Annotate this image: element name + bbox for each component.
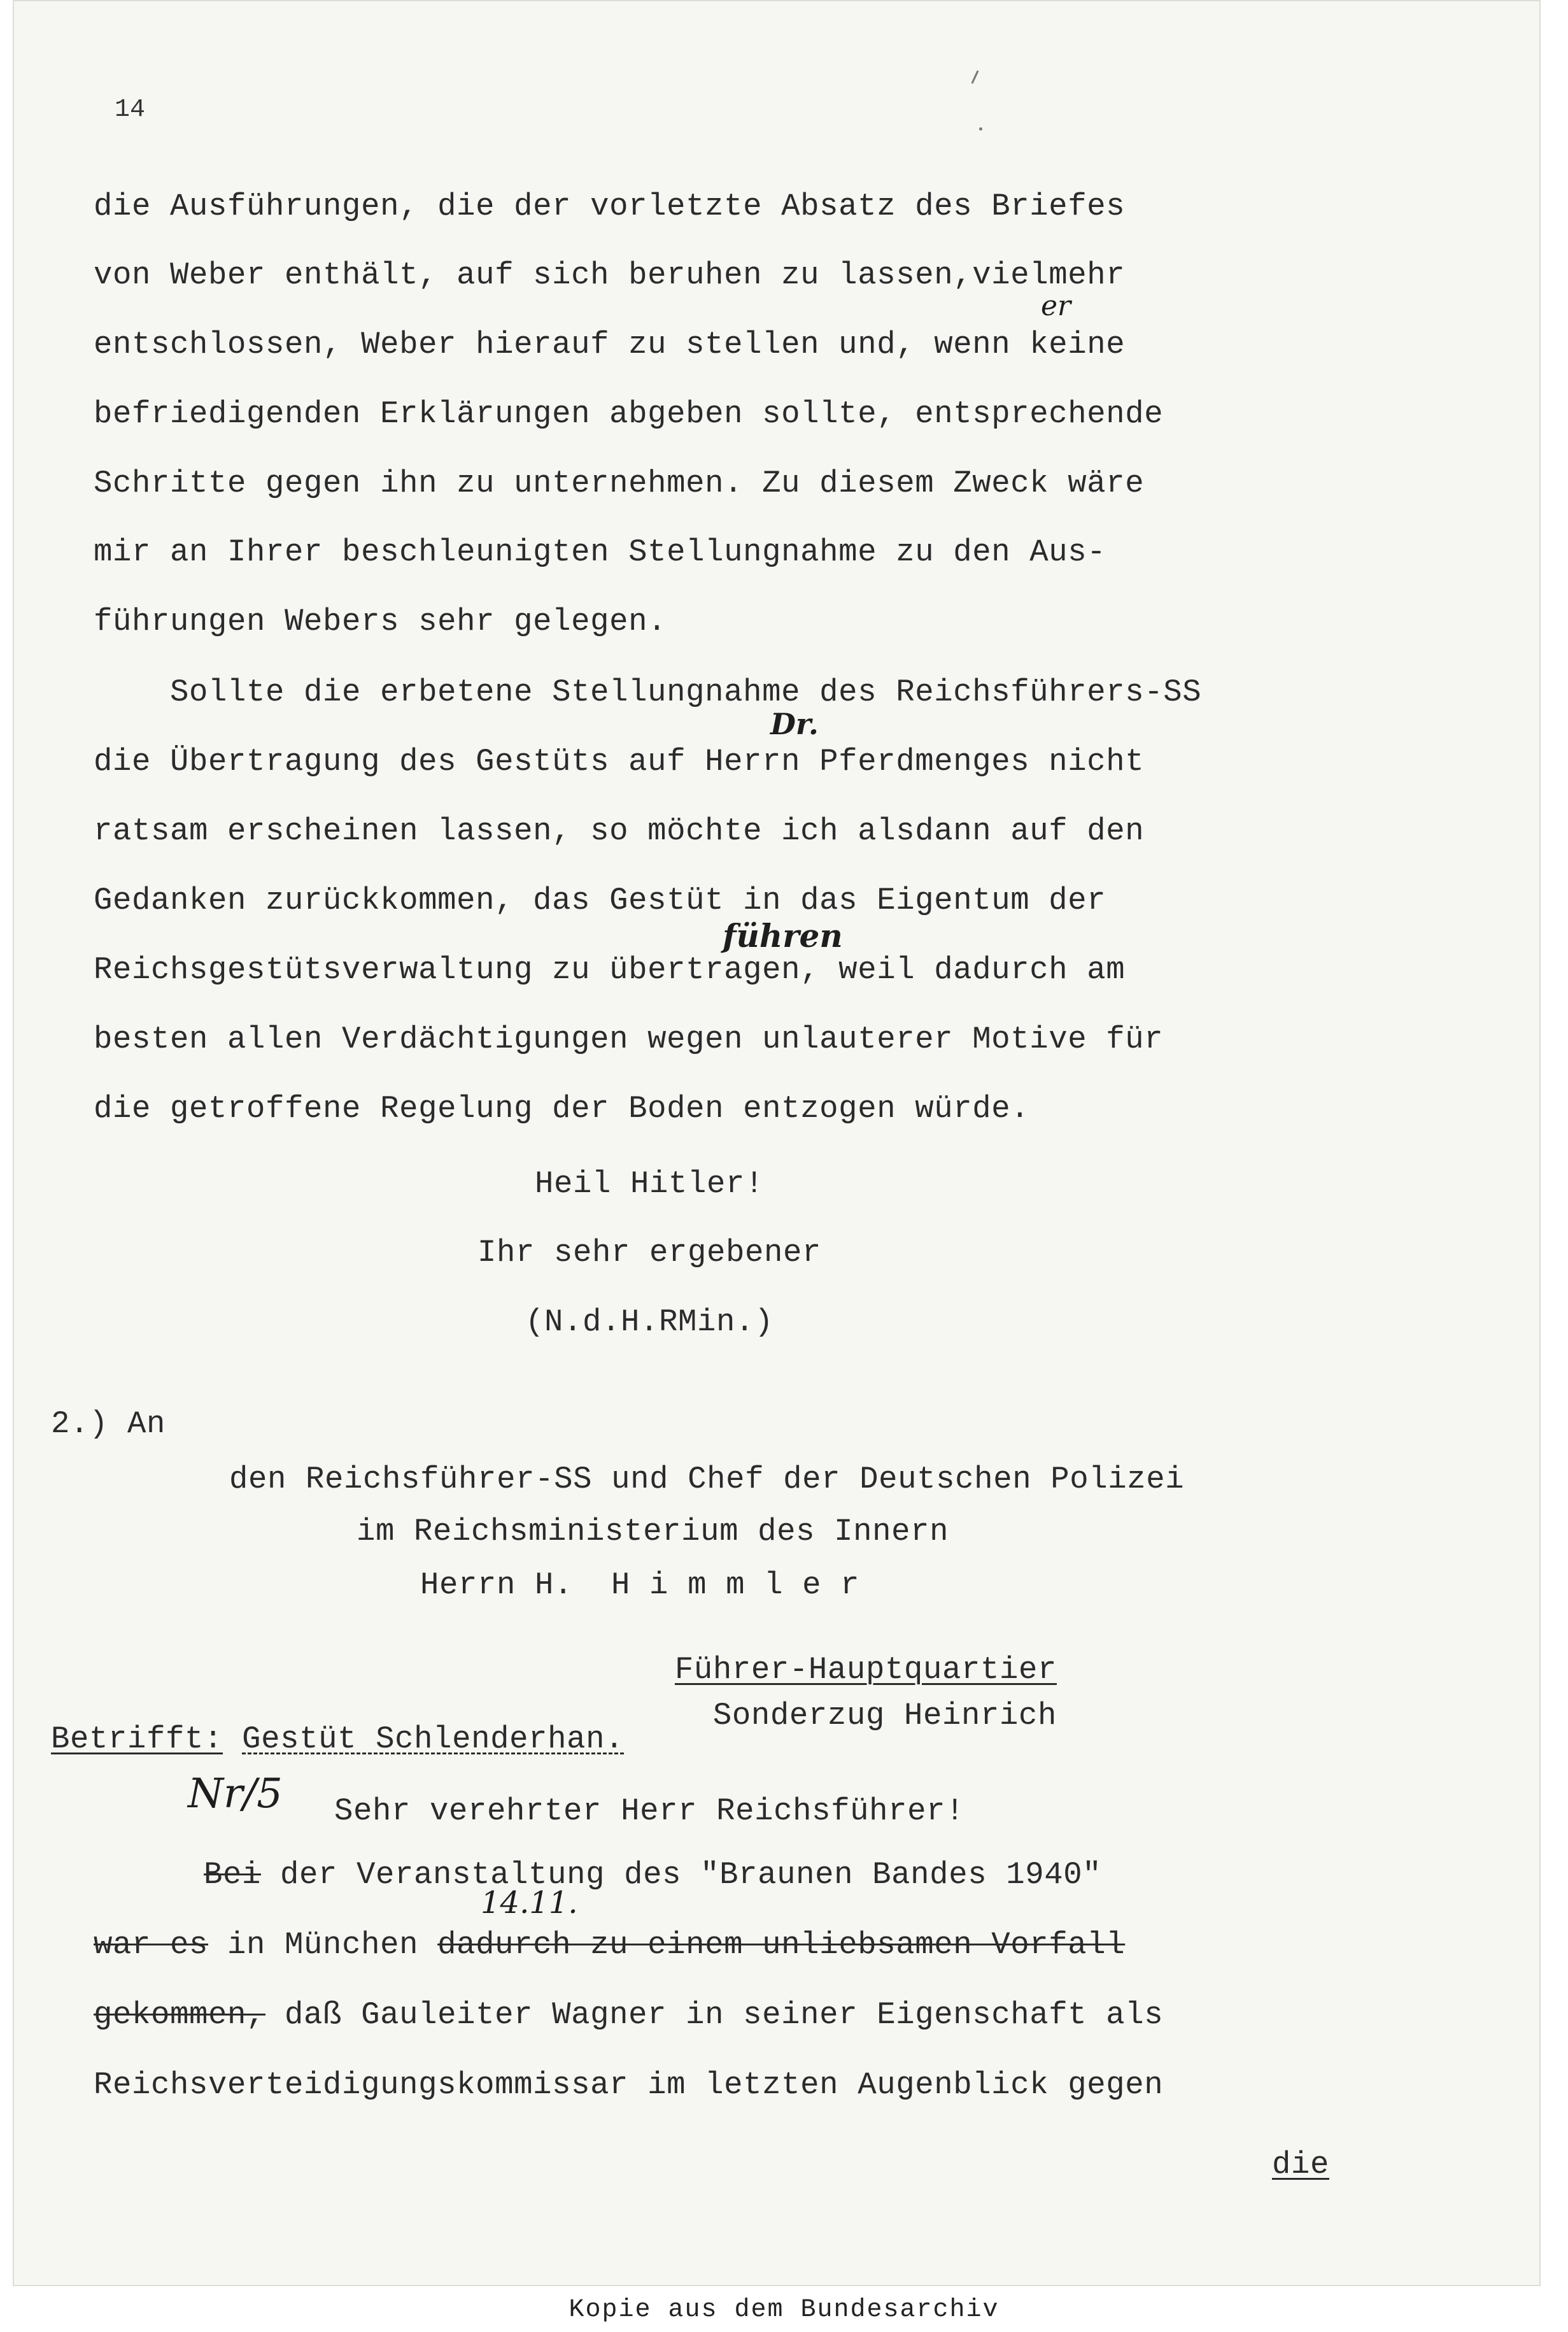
handwritten-insert-er: er (1041, 290, 1071, 322)
stray-mark (971, 70, 978, 83)
catchword: die (1272, 2147, 1330, 2182)
letter-line: Reichsverteidigungskommissar im letzten Augenblick gegen (94, 2067, 1164, 2103)
text-line: die getroffene Regelung der Boden entzogen würde. (94, 1091, 1030, 1127)
subject-label: Betrifft: (51, 1721, 223, 1757)
struck-text: war es (94, 1927, 209, 1963)
address-name: Herrn H. H i m m l e r (420, 1567, 860, 1603)
text-line: die Übertragung des Gestüts auf Herrn Pferdmenges nicht (94, 744, 1145, 779)
address-line: im Reichsministerium des Innern (357, 1514, 949, 1549)
handwritten-date-mark: 14.11. (481, 1885, 578, 1921)
struck-text: Bei (204, 1857, 262, 1893)
letter-line (94, 1927, 1126, 1963)
address-number: 2.) An (51, 1406, 166, 1442)
text-line: Reichsgestütsverwaltung zu übertragen, weil dadurch am (94, 952, 1126, 988)
subject-line (51, 1721, 625, 1757)
letter-line (94, 1997, 1164, 2033)
footer-caption: Kopie aus dem Bundesarchiv (569, 2296, 999, 2324)
closing-signature: (N.d.H.RMin.) (525, 1304, 774, 1340)
text-line: führungen Webers sehr gelegen. (94, 604, 667, 639)
text-line: Gedanken zurückkommen, das Gestüt in das Eigentum der (94, 883, 1106, 918)
closing-salutation: Ihr sehr ergebener (477, 1235, 822, 1270)
struck-text: dadurch zu einem unliebsamen Vorfall (437, 1927, 1126, 1963)
text-line: Sollte die erbetene Stellungnahme des Reichsführers-SS (94, 674, 1202, 710)
page-number: 14 (115, 96, 146, 124)
text-span: in München (208, 1927, 438, 1963)
letter-line (204, 1859, 1101, 1891)
handwritten-insert-dr: Dr. (770, 707, 819, 741)
bleed-through (796, 847, 1541, 881)
closing-greeting: Heil Hitler! (534, 1166, 765, 1202)
text-line: entschlossen, Weber hierauf zu stellen und, wenn keine (94, 327, 1126, 362)
letter-salutation: Sehr verehrter Herr Reichsführer! (334, 1793, 965, 1829)
text-line: besten allen Verdächtigungen wegen unlauterer Motive für (94, 1021, 1164, 1057)
subject-value: Gestüt Schlenderhan. (242, 1721, 625, 1757)
text-line: Schritte gegen ihn zu unternehmen. Zu diesem Zweck wäre (94, 466, 1145, 501)
address-location: Sonderzug Heinrich (712, 1698, 1057, 1733)
text-span: daß Gauleiter Wagner in seiner Eigenschaft als (265, 1997, 1164, 2033)
stray-mark (979, 127, 982, 131)
text-line: ratsam erscheinen lassen, so möchte ich alsdann auf den (94, 813, 1145, 849)
text-line: von Weber enthält, auf sich beruhen zu lassen,vielmehr (94, 257, 1126, 293)
address-location: Führer-Hauptquartier (674, 1652, 1057, 1688)
document-page (13, 0, 1541, 2286)
address-line: den Reichsführer-SS und Chef der Deutschen Polizei (229, 1461, 1185, 1497)
text-line: die Ausführungen, die der vorletzte Absatz des Briefes (94, 188, 1126, 224)
text-line: mir an Ihrer beschleunigten Stellungnahme zu den Aus- (94, 534, 1106, 570)
handwritten-insert-fuehren: führen (723, 917, 843, 955)
text-span: der Veranstaltung des "Braunen Bandes 1940" (261, 1857, 1102, 1893)
struck-text: gekommen, (94, 1997, 266, 2033)
handwritten-initials: Nr/5 (188, 1770, 283, 1817)
text-line: befriedigenden Erklärungen abgeben sollte, entsprechende (94, 396, 1164, 432)
